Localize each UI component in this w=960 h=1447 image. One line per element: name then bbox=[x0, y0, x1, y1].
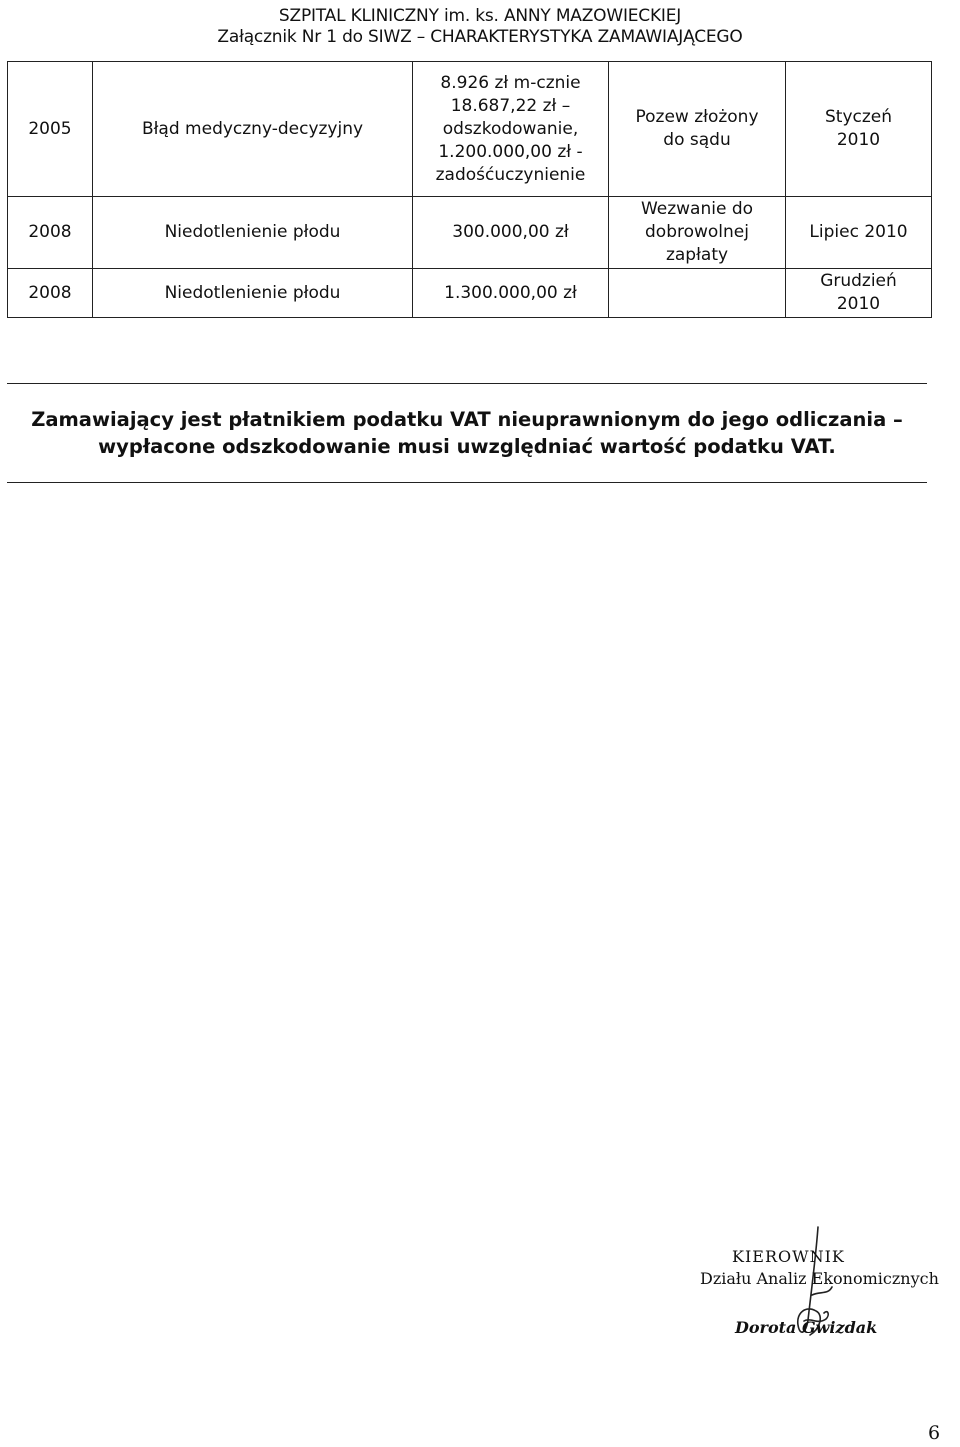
stamp-title: KIEROWNIK bbox=[732, 1247, 845, 1266]
cell-year: 2008 bbox=[8, 269, 93, 318]
status-line: dobrowolnej bbox=[645, 222, 749, 242]
cell-type: Niedotlenienie płodu bbox=[93, 269, 413, 318]
cell-date bbox=[786, 197, 932, 269]
page-number: 6 bbox=[928, 1422, 941, 1444]
amount-line: zadośćuczynienie bbox=[435, 164, 586, 185]
cell-type: Niedotlenienie płodu bbox=[93, 197, 413, 269]
amount-line: 1.200.000,00 zł - bbox=[438, 141, 583, 162]
table-row bbox=[8, 269, 932, 318]
cell-status bbox=[609, 62, 786, 197]
cell-year: 2008 bbox=[8, 197, 93, 269]
stamp-department: Działu Analiz Ekonomicznych bbox=[700, 1269, 939, 1288]
vat-notice bbox=[7, 383, 927, 483]
cell-type: Błąd medyczny-decyzyjny bbox=[93, 62, 413, 197]
amount-line: 1.300.000,00 zł bbox=[444, 282, 577, 303]
amount-line: odszkodowanie, bbox=[442, 118, 579, 139]
cell-date bbox=[786, 62, 932, 197]
cell-year: 2005 bbox=[8, 62, 93, 197]
cell-status bbox=[609, 197, 786, 269]
date-line: 2010 bbox=[836, 130, 881, 150]
vat-notice-line: Zamawiający jest płatnikiem podatku VAT nieuprawnionym do jego odliczania – bbox=[31, 408, 903, 431]
date-line: Lipiec 2010 bbox=[809, 222, 908, 242]
amount-line: 8.926 zł m-cznie bbox=[440, 72, 581, 93]
cell-amount bbox=[413, 269, 609, 318]
vat-notice-line: wypłacone odszkodowanie musi uwzględniać wartość podatku VAT. bbox=[98, 435, 836, 458]
document-header-hospital: SZPITAL KLINICZNY im. ks. ANNY MAZOWIECKIEJ bbox=[278, 6, 682, 26]
status-line: Wezwanie do bbox=[640, 199, 754, 219]
signature-stamp bbox=[700, 1225, 940, 1355]
status-line: do sądu bbox=[663, 130, 731, 150]
amount-line: 300.000,00 zł bbox=[452, 222, 569, 242]
amount-line: 18.687,22 zł – bbox=[450, 95, 571, 116]
stamp-name: Dorota Gwizdak bbox=[735, 1318, 878, 1337]
date-line: Grudzień bbox=[820, 271, 897, 291]
status-line: Pozew złożony bbox=[635, 107, 759, 127]
cell-amount bbox=[413, 62, 609, 197]
table-row bbox=[8, 197, 932, 269]
document-header-attachment: Załącznik Nr 1 do SIWZ – CHARAKTERYSTYKA ZAMAWIAJĄCEGO bbox=[217, 27, 743, 47]
cell-date bbox=[786, 269, 932, 318]
status-line: zapłaty bbox=[665, 245, 729, 265]
cell-amount bbox=[413, 197, 609, 269]
cell-status bbox=[609, 269, 786, 318]
date-line: Styczeń bbox=[824, 107, 893, 127]
claims-table bbox=[7, 61, 932, 318]
date-line: 2010 bbox=[836, 294, 881, 314]
table-row bbox=[8, 62, 932, 197]
